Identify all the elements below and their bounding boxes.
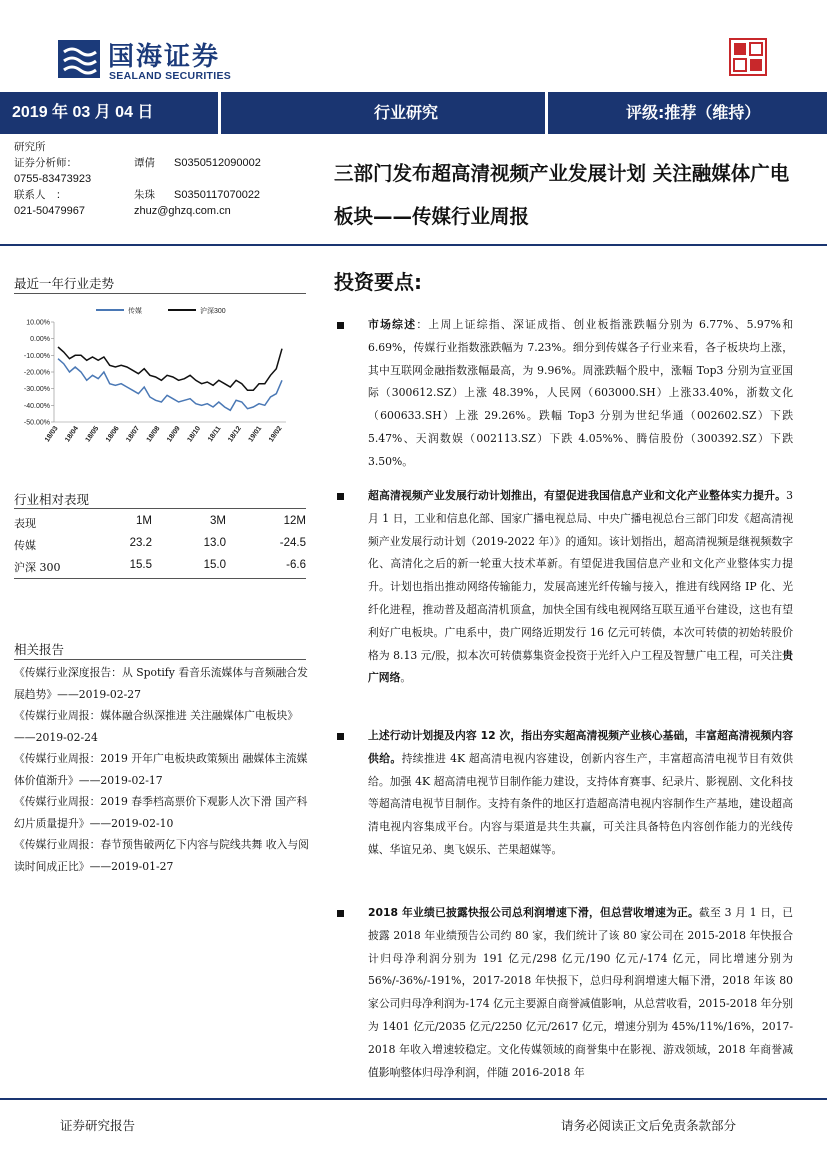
y-tick-label: -10.00% (23, 352, 50, 360)
square-bullet-icon (337, 733, 344, 740)
legend-label: 传媒 (128, 308, 142, 315)
x-tick-label: 19/02 (267, 425, 284, 444)
related-reports-list (14, 662, 314, 877)
key-point-lead: 2018 年业绩已披露快报公司总利润增速下滑，但总营收增速为正。 (368, 906, 699, 919)
page-title: 三部门发布超高清视频产业发展计划 关注融媒体广电板块——传媒行业周报 (334, 162, 790, 228)
related-report-link[interactable]: 《传媒行业深度报告：从 Spotify 看音乐流媒体与音频融合发展趋势》——2019-02-27 (14, 666, 308, 701)
analyst-email[interactable]: zhuz@ghzq.com.cn (134, 205, 231, 217)
footer-label: 证券研究报告 (60, 1118, 136, 1133)
analyst-row (14, 203, 314, 219)
key-point-paragraph (368, 725, 793, 862)
table-cell: 13.0 (203, 537, 226, 549)
y-tick-label: -50.00% (23, 419, 50, 427)
key-points-heading: 投资要点: (334, 270, 422, 294)
x-tick-label: 18/09 (166, 425, 182, 444)
key-point-text: 截至 3 月 1 日，已披露 2018 年业绩预告公司约 80 家，我们统计了该 80 家公司在 2015-2018 年快报合计归母净利润分别为 191 亿元/298 亿元/190 亿元/-174 亿元，同比增速分别为 56%/-36%/-191%，2017-2018 年快报下，总归母利润增速大幅下滑，2018 年该 80 家公司归母净利润为-174 亿元主要源自商誉减值影响，从总营收看，2015-2018 年分别为 1401 亿元/2035 亿元/2250 亿元/2617 亿元，增速分别为 45%/11%/16%，2017-2018 年收入增速较稳定。文化传媒领域的商誉集中在影视、游戏领域，2018 年商誉减值影响整体归母净利润，伴随 2016-2018 年 (368, 906, 794, 1079)
x-tick-label: 18/05 (84, 425, 101, 444)
divider (14, 659, 306, 660)
table-header-row (14, 512, 306, 534)
analyst-role: 联系人 ： (14, 189, 67, 201)
divider (14, 293, 306, 294)
x-tick-label: 18/11 (206, 425, 223, 444)
x-tick-label: 18/08 (145, 425, 162, 444)
square-bullet-icon (337, 322, 344, 329)
x-tick-label: 18/04 (64, 425, 81, 444)
table-header: 12M (283, 515, 306, 527)
rating: 评级:推荐（维持） (626, 103, 761, 122)
key-point-lead: 超高清视频产业发展行动计划推出，有望促进我国信息产业和文化产业整体实力提升。 (368, 489, 787, 502)
footer-disclaimer: 请务必阅读正文后免责条款部分 (561, 1118, 737, 1133)
x-tick-label: 18/03 (43, 425, 60, 444)
key-point-lead: 上述行动计划提及内容 12 次，指出夯实超高清视频产业核心基础，丰富超高清视频内容供给。 (368, 729, 793, 765)
key-point-text: 持续推进 4K 超高清电视内容建设，创新内容生产，丰富超高清电视节目有效供给。加强 4K 超高清电视节目制作能力建设，支持体育赛事、纪录片、影视剧、文化科技等超高清电视节目制作。支持有条件的地区打造超高清电视内容制作生产基地，建设超高清电视内容集成平台。内容与渠道是共生共赢，可关注具备特色内容创作能力的光线传媒、华谊兄弟、奥飞娱乐、芒果超媒等。 (368, 751, 794, 856)
divider (14, 508, 306, 509)
table-cell: 传媒 (14, 539, 36, 552)
related-report-link[interactable]: 《传媒行业周报：2019 春季档高票价下观影人次下滑 国产科幻片质量提升》——2019-02-10 (14, 795, 308, 830)
research-dept: 研究所 (14, 141, 46, 153)
table-cell: 23.2 (129, 537, 152, 549)
analyst-name: 谭倩 (134, 157, 155, 169)
analyst-role: 证券分析师： (14, 157, 77, 169)
key-point-paragraph (368, 485, 793, 690)
report-date: 2019 年 03 月 04 日 (12, 104, 154, 121)
key-point-highlight: 贵广网络 (368, 648, 793, 685)
header-divider (218, 92, 221, 134)
table-header: 1M (136, 515, 152, 527)
research-seal-icon (729, 38, 767, 76)
analyst-phone: 0755-83473923 (14, 173, 92, 185)
table-cell: -24.5 (279, 537, 306, 549)
table-header: 3M (210, 515, 226, 527)
logo-text-en: SEALAND SECURITIES (109, 70, 232, 82)
header-divider (545, 92, 548, 134)
table-cell: -6.6 (286, 559, 306, 571)
table-cell: 15.5 (129, 559, 152, 571)
square-bullet-icon (337, 910, 344, 917)
y-tick-label: -30.00% (23, 386, 50, 394)
y-tick-label: -20.00% (23, 369, 50, 377)
performance-table (14, 512, 306, 578)
series-line (58, 347, 282, 390)
y-tick-label: 0.00% (30, 336, 50, 344)
table-cell: 沪深 300 (14, 561, 61, 574)
related-report-link[interactable]: 《传媒行业周报：春节预售破两亿下内容与院线共舞 收入与阅读时间成正比》——2019-01-27 (14, 838, 309, 873)
analyst-row (14, 187, 314, 203)
analyst-cert: S0350117070022 (174, 189, 261, 201)
x-tick-label: 18/12 (227, 425, 243, 444)
y-tick-label: 10.00% (26, 319, 50, 327)
key-point-paragraph (368, 902, 793, 1084)
analyst-row (14, 171, 314, 187)
analyst-cert: S0350512090002 (174, 157, 261, 169)
table-row (14, 556, 306, 578)
square-bullet-icon (337, 493, 344, 500)
trend-title: 最近一年行业走势 (14, 276, 115, 291)
legend-label: 沪深300 (200, 308, 226, 315)
key-point-text: 3 月 1 日，工业和信息化部、国家广播电视总局、中央广播电视总台三部门印发《超高清视频产业发展行动计划（2019-2022 年）》的通知。该计划指出，超高清视频是继视频数字化、高清化之后的新一轮重大技术革新。有望促进我国信息产业和文化产业整体实力提升。计划也指出推动网络传输能力，发展高速光纤传输与接入，推进有线网络 IP 化、光纤化进程，推动普及超高清机顶盒，加快全国有线电视网络互联互通平台建设，这也有望利好广电板块。广电系中，贵广网络近期发行 16 亿元可转债，本次可转债的初始转股价格为 8.13 元/股，拟本次可转债募集资金投资于光纤入户工程及智慧广电工程，可关注 (368, 489, 793, 662)
trend-chart (14, 296, 306, 456)
key-point-text: 。 (400, 671, 412, 685)
x-tick-label: 19/01 (247, 425, 264, 444)
table-row (14, 534, 306, 556)
x-tick-label: 18/06 (104, 425, 121, 444)
related-report-link[interactable]: 《传媒行业周报：媒体融合纵深推进 关注融媒体广电板块》——2019-02-24 (14, 709, 299, 744)
analyst-name: 朱珠 (134, 189, 155, 201)
series-line (58, 359, 282, 411)
analyst-row (14, 155, 314, 171)
header-bar (0, 92, 827, 134)
related-report-link[interactable]: 《传媒行业周报：2019 开年广电板块政策频出 融媒体主流媒体价值渐升》——2019-02-17 (14, 752, 308, 787)
key-point-paragraph (368, 314, 793, 474)
related-reports-title: 相关报告 (14, 642, 65, 657)
x-tick-label: 18/07 (125, 425, 142, 444)
table-header: 表现 (14, 517, 36, 530)
performance-title: 行业相对表现 (14, 492, 90, 507)
analyst-phone: 021-50479967 (14, 205, 85, 217)
divider (14, 578, 306, 579)
key-point-lead: 市场综述 (368, 318, 417, 331)
analyst-block (14, 139, 314, 219)
divider (0, 244, 827, 246)
logo-text-cn: 国海证券 (108, 42, 221, 72)
sealand-logo-icon (56, 36, 102, 82)
table-cell: 15.0 (203, 559, 226, 571)
key-point-text: ：上周上证综指、深证成指、创业板指涨跌幅分别为 6.77%、5.97%和 6.69%，传媒行业指数涨跌幅为 7.23%。细分到传媒各子行业来看，各子板块均上涨，其中互联网金融指数涨幅最高，为 9.96%。周涨跌幅个股中，涨幅 Top3 分别为宣亚国际（300612.SZ）上涨 48.39%，人民网（603000.SH）上涨33.40%，浙数文化（600633.SH）上涨 29.26%。跌幅 Top3 分别为世纪华通（002602.SZ）下跌 5.47%、天润数娱（002113.SZ）下跌 4.05%%、腾信股份（300392.SZ）下跌 3.50%。 (368, 318, 794, 468)
report-type: 行业研究 (374, 103, 439, 122)
y-tick-label: -40.00% (23, 402, 50, 410)
x-tick-label: 18/10 (186, 425, 203, 444)
footer-divider (0, 1098, 827, 1100)
